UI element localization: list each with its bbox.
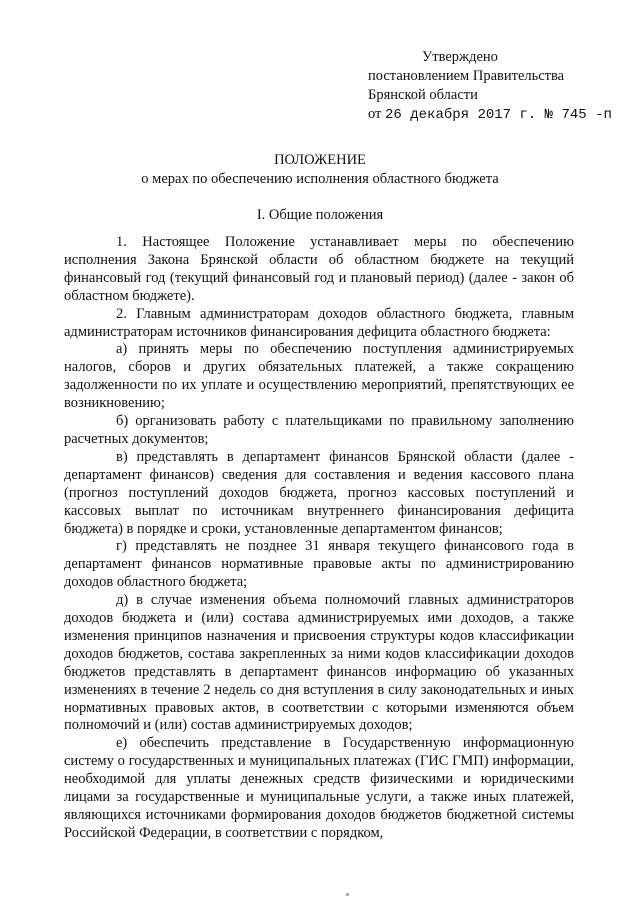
approval-date-prefix: от xyxy=(368,106,382,122)
document-body xyxy=(64,234,574,843)
paragraph-2v: в) представлять в департамент финансов Брянской области (далее - департамент финансов) сведения для составления и ведения кассового плана (прогноз поступлений доходов бюджета, прогноз кассовых поступлений и кассовых выплат по источникам внутреннего финансирования дефицита бюджета) в порядке и сроки, установленные департаментом финансов; xyxy=(64,448,574,537)
approval-stamp xyxy=(368,48,618,125)
paragraph-2e: е) обеспечить представление в Государственную информационную систему о государственных и муниципальных платежах (ГИС ГМП) информации, необходимой для уплаты денежных средств физическими и юридическими лицами за государственные и муниципальные услуги, а также иных платежей, являющихся источниками формирования доходов бюджетов бюджетной системы Российской Федерации, в соответствии с порядком, xyxy=(64,735,574,841)
approval-line-region: Брянской области xyxy=(368,87,478,103)
approval-date-value: 26 декабря 2017 г. № 745 -п xyxy=(385,107,612,123)
paragraph-2a: а) принять меры по обеспечению поступления администрируемых налогов, сборов и других обязательных платежей, а также сокращению задолженности по их уплате и осуществлению мероприятий, препятствующих ее возникновению; xyxy=(64,341,574,412)
section-heading: I. Общие положения xyxy=(256,207,384,223)
document-subtitle: о мерах по обеспечению исполнения областного бюджета xyxy=(141,171,499,187)
paragraph-2b: б) организовать работу с плательщиками по правильному заполнению расчетных документов; xyxy=(64,413,574,447)
approval-line-approved: Утверждено xyxy=(422,49,498,65)
approval-line-resolution: постановлением Правительства xyxy=(368,68,565,84)
document-title: ПОЛОЖЕНИЕ xyxy=(274,152,366,168)
paragraph-1: 1. Настоящее Положение устанавливает меры по обеспечению исполнения Закона Брянской области об областном бюджете на текущий финансовый год (текущий финансовый год и плановый период) (далее - закон об областном бюджете). xyxy=(64,234,574,304)
scan-speck xyxy=(346,893,349,896)
paragraph-2: 2. Главным администраторам доходов областного бюджета, главным администраторам источников финансирования дефицита областного бюджета: xyxy=(64,305,574,340)
paragraph-2g: г) представлять не позднее 31 января текущего финансового года в департамент финансов нормативные правовые акты по администрированию доходов областного бюджета; xyxy=(64,538,574,591)
paragraph-2d: д) в случае изменения объема полномочий главных администраторов доходов бюджета и (или) состава администрируемых ими доходов, а также изменения принципов назначения и присвоения структуры кодов классификации доходов бюджетов, состава закрепленных за ними кодов классификации доходов бюджетов представлять в департамент финансов информацию об указанных изменениях в течение 2 недель со дня вступления в силу законодательных и иных нормативных правовых актов, в соответствии с которыми изменяются объем полномочий и (или) состав администрируемых доходов; xyxy=(64,592,574,734)
approval-line-date xyxy=(368,105,618,125)
